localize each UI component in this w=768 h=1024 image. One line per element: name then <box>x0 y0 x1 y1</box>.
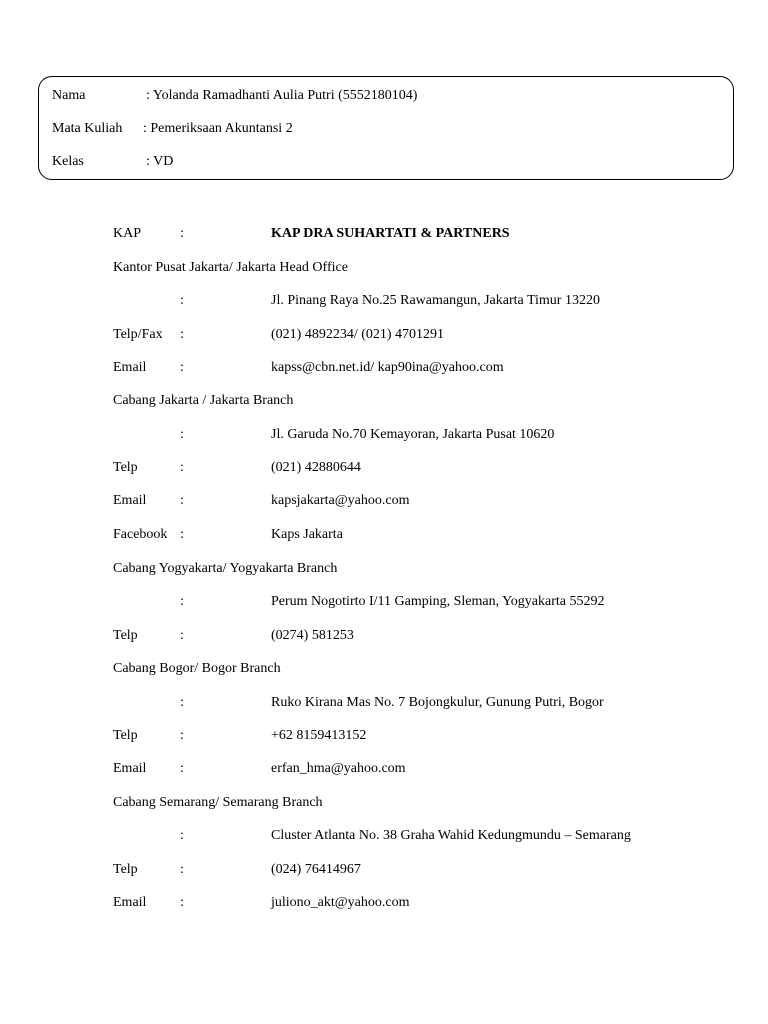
semarang-branch-address-row <box>0 826 768 846</box>
matakuliah-value: : Pemeriksaan Akuntansi 2 <box>143 121 293 136</box>
colon: : <box>180 728 184 743</box>
head-office-email: kapss@cbn.net.id/ kap90ina@yahoo.com <box>271 360 504 375</box>
jakarta-branch-facebook-row <box>0 525 768 545</box>
email-label: Email <box>113 761 147 776</box>
kelas-label: Kelas <box>52 154 84 169</box>
colon: : <box>180 460 184 475</box>
jakarta-branch-telp-row <box>0 458 768 478</box>
bogor-branch-address-row <box>0 693 768 713</box>
head-office-address: Jl. Pinang Raya No.25 Rawamangun, Jakarta Timur 13220 <box>271 293 600 308</box>
semarang-branch-email-row <box>0 893 768 913</box>
email-label: Email <box>113 895 147 910</box>
telfax-label: Telp/Fax <box>113 327 163 342</box>
head-office-email-row <box>0 358 768 378</box>
yogyakarta-branch-title-row <box>0 559 768 579</box>
email-label: Email <box>113 360 147 375</box>
kap-row <box>0 224 768 244</box>
bogor-branch-title-row <box>0 659 768 679</box>
colon: : <box>180 761 184 776</box>
jakarta-branch-address: Jl. Garuda No.70 Kemayoran, Jakarta Pusat 10620 <box>271 427 555 442</box>
head-office-telfax: (021) 4892234/ (021) 4701291 <box>271 327 445 342</box>
bogor-branch-telp: +62 8159413152 <box>271 728 367 743</box>
telp-label: Telp <box>113 728 138 743</box>
yogyakarta-branch-telp-row <box>0 626 768 646</box>
jakarta-branch-email-row <box>0 491 768 511</box>
jakarta-branch-title-row <box>0 391 768 411</box>
colon: : <box>180 862 184 877</box>
jakarta-branch-email: kapsjakarta@yahoo.com <box>271 493 410 508</box>
bogor-branch-email: erfan_hma@yahoo.com <box>271 761 406 776</box>
nama-value: : Yolanda Ramadhanti Aulia Putri (5552180104) <box>146 88 418 103</box>
colon: : <box>180 828 184 843</box>
colon: : <box>180 427 184 442</box>
yogyakarta-branch-title: Cabang Yogyakarta/ Yogyakarta Branch <box>113 561 338 576</box>
telp-label: Telp <box>113 460 138 475</box>
jakarta-branch-address-row <box>0 425 768 445</box>
bogor-branch-title: Cabang Bogor/ Bogor Branch <box>113 661 281 676</box>
colon: : <box>180 360 184 375</box>
kap-label: KAP <box>113 226 142 241</box>
kelas-value: : VD <box>146 154 174 169</box>
facebook-label: Facebook <box>113 527 168 542</box>
bogor-branch-address: Ruko Kirana Mas No. 7 Bojongkulur, Gunung Putri, Bogor <box>271 695 604 710</box>
colon: : <box>180 293 184 308</box>
colon: : <box>180 695 184 710</box>
colon: : <box>180 493 184 508</box>
head-office-title: Kantor Pusat Jakarta/ Jakarta Head Office <box>113 260 348 275</box>
colon: : <box>180 327 184 342</box>
kap-name: KAP DRA SUHARTATI & PARTNERS <box>271 226 510 241</box>
head-office-address-row <box>0 291 768 311</box>
yogyakarta-branch-telp: (0274) 581253 <box>271 628 354 643</box>
telp-label: Telp <box>113 628 138 643</box>
yogyakarta-branch-address-row <box>0 592 768 612</box>
jakarta-branch-telp: (021) 42880644 <box>271 460 361 475</box>
bogor-branch-telp-row <box>0 726 768 746</box>
colon: : <box>180 594 184 609</box>
semarang-branch-title-row <box>0 793 768 813</box>
semarang-branch-email: juliono_akt@yahoo.com <box>271 895 410 910</box>
matakuliah-label: Mata Kuliah <box>52 121 123 136</box>
kelas-row <box>0 152 768 172</box>
colon: : <box>180 226 184 241</box>
jakarta-branch-facebook: Kaps Jakarta <box>271 527 343 542</box>
matakuliah-row <box>0 119 768 139</box>
email-label: Email <box>113 493 147 508</box>
jakarta-branch-title: Cabang Jakarta / Jakarta Branch <box>113 393 294 408</box>
yogyakarta-branch-address: Perum Nogotirto I/11 Gamping, Sleman, Yogyakarta 55292 <box>271 594 605 609</box>
head-office-title-row <box>0 258 768 278</box>
semarang-branch-address: Cluster Atlanta No. 38 Graha Wahid Kedungmundu – Semarang <box>271 828 631 843</box>
colon: : <box>180 527 184 542</box>
semarang-branch-telp: (024) 76414967 <box>271 862 361 877</box>
telp-label: Telp <box>113 862 138 877</box>
head-office-telfax-row <box>0 325 768 345</box>
nama-label: Nama <box>52 88 86 103</box>
colon: : <box>180 895 184 910</box>
nama-row <box>0 86 768 106</box>
semarang-branch-title: Cabang Semarang/ Semarang Branch <box>113 795 323 810</box>
colon: : <box>180 628 184 643</box>
bogor-branch-email-row <box>0 759 768 779</box>
semarang-branch-telp-row <box>0 860 768 880</box>
